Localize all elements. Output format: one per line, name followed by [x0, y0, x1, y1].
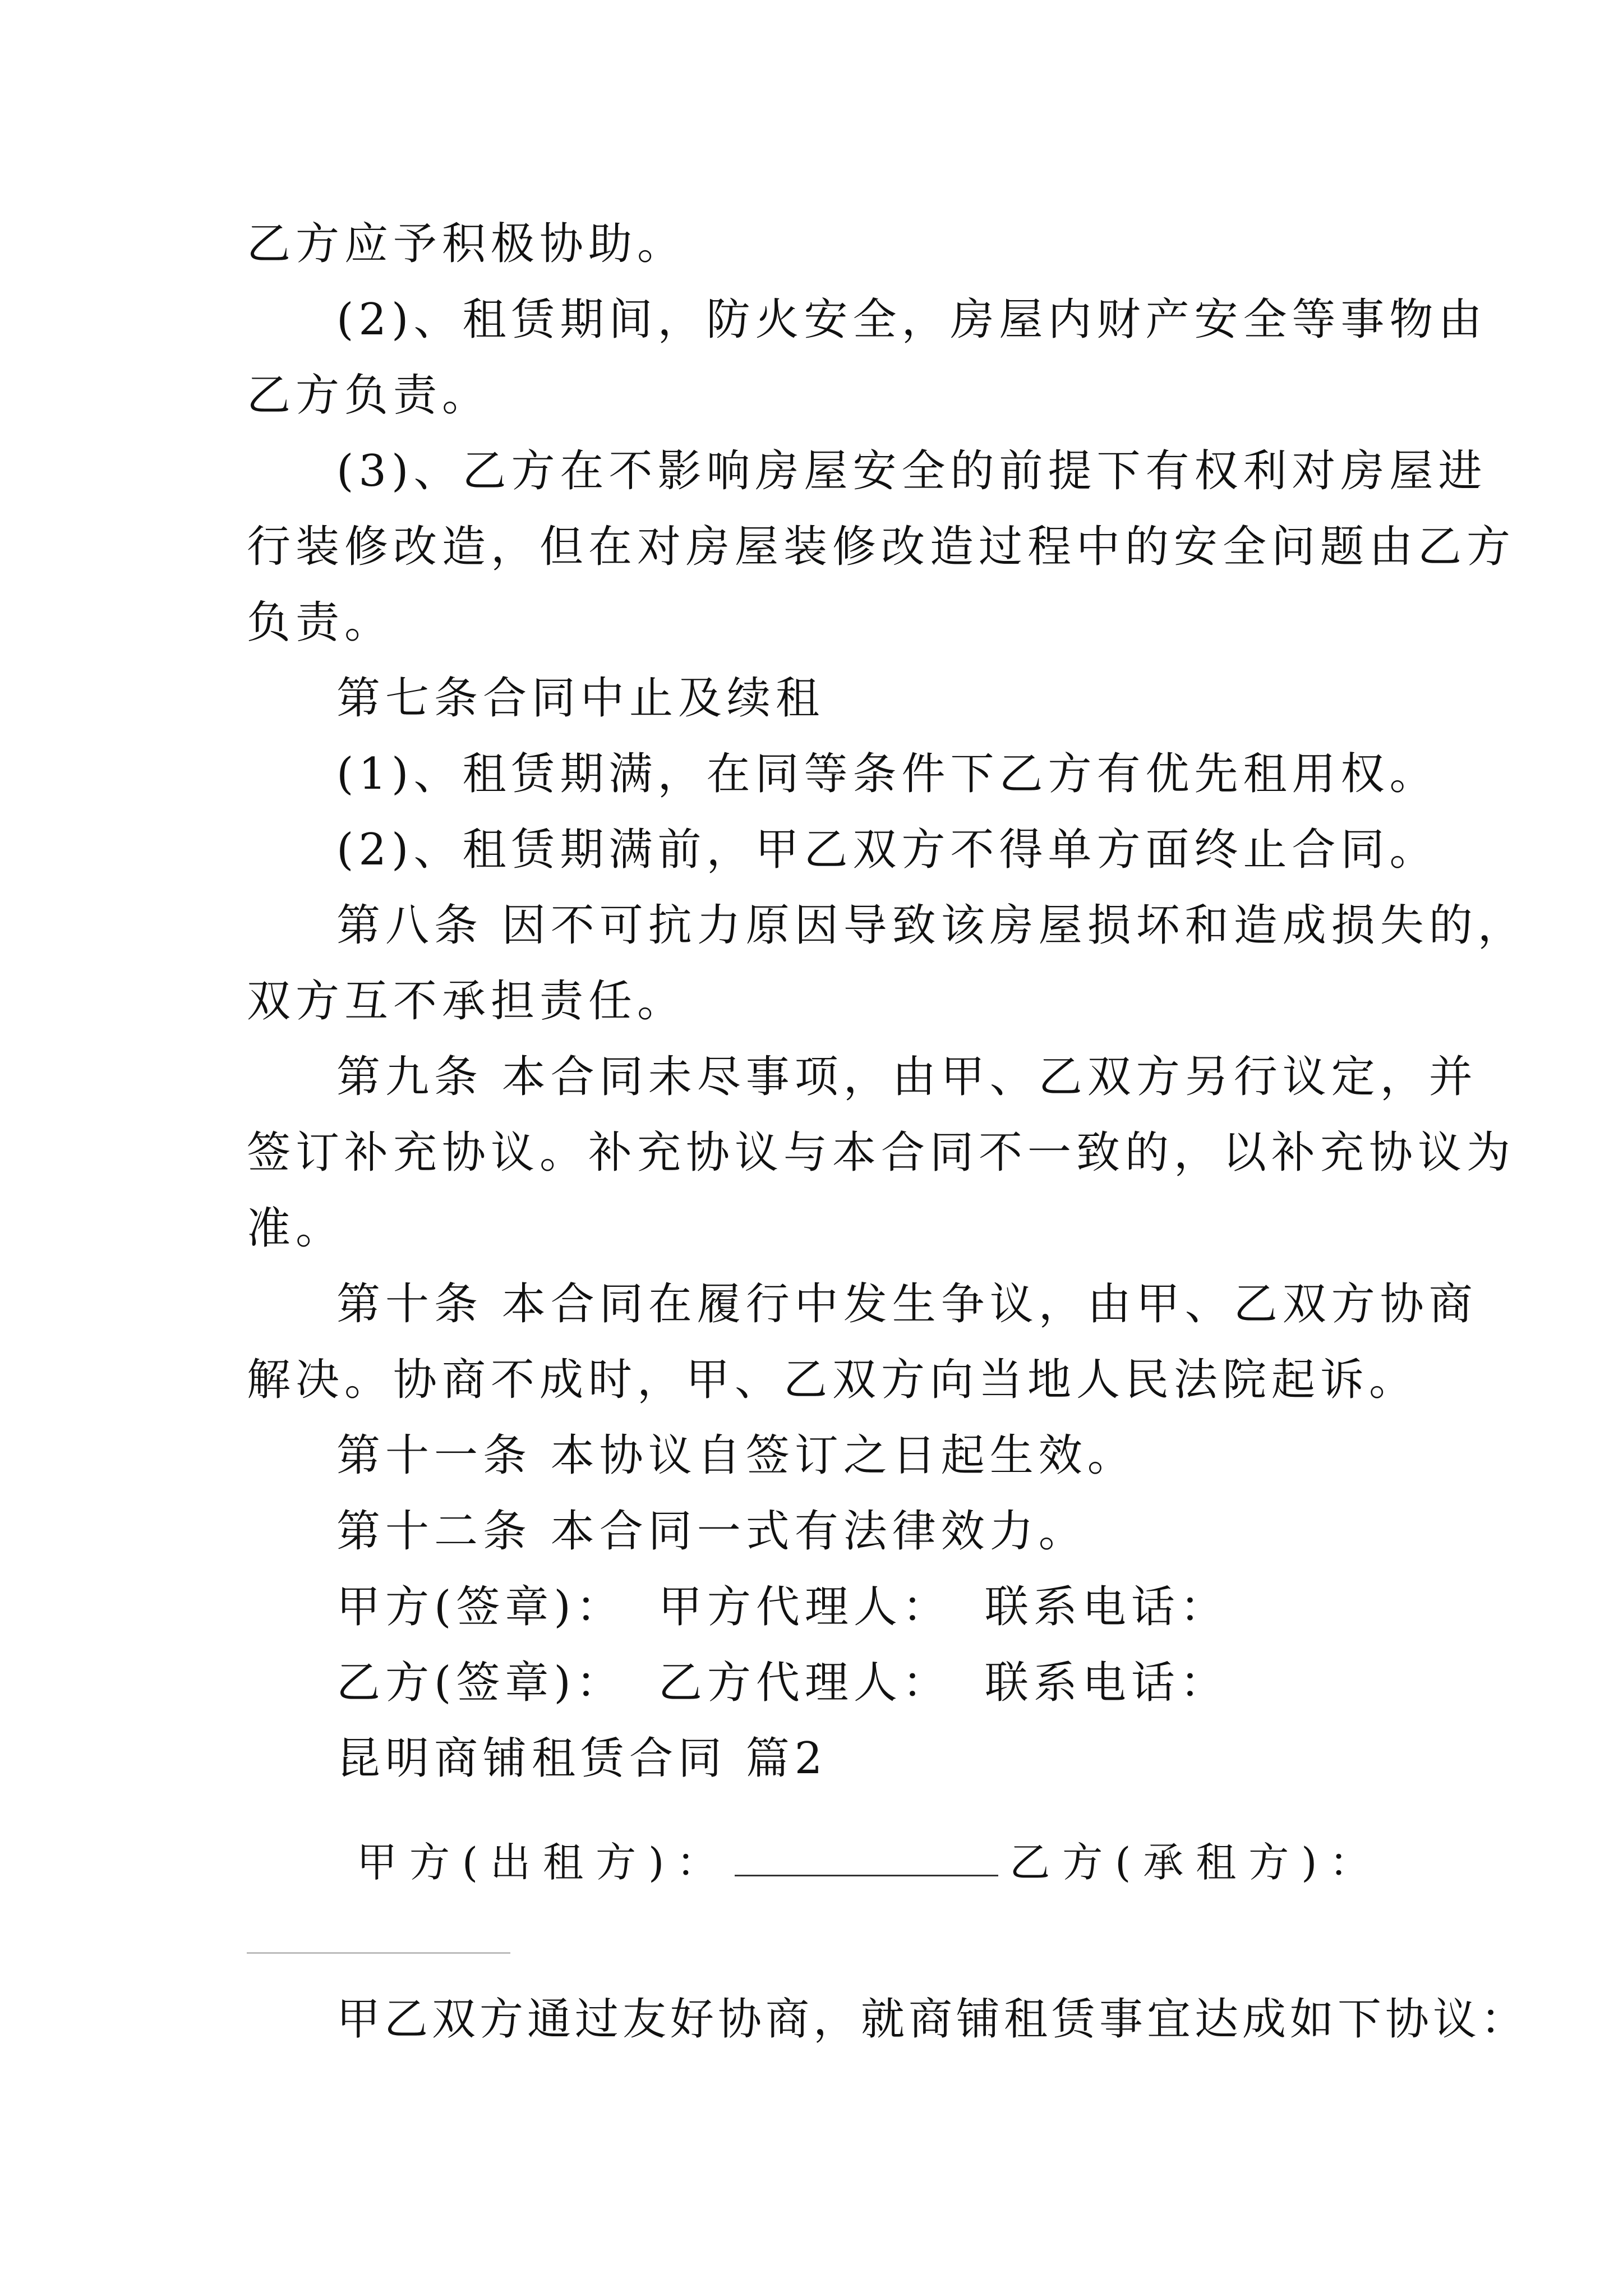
- party-b-phone-label: 联系电话：: [984, 1658, 1229, 1708]
- text-line: 签订补充协议。补充协议与本合同不一致的，以补充协议为: [247, 1128, 1516, 1178]
- text-line: 解决。协商不成时，甲、乙双方向当地人民法院起诉。: [247, 1355, 1418, 1405]
- lessor-label: 甲方(出租方)：: [357, 1839, 730, 1886]
- party-a-agent-label: 甲方代理人：: [658, 1582, 951, 1632]
- lessee-label: 乙方(承租方)：: [1009, 1839, 1382, 1886]
- party-a-seal-label: 甲方(签章)：: [336, 1582, 625, 1632]
- party-a-phone-label: 联系电话：: [984, 1582, 1229, 1632]
- intro-line: 甲乙双方通过友好协商，就商铺租赁事宜达成如下协议：: [336, 1994, 1529, 2045]
- text-line: (2)、租赁期间，防火安全，房屋内财产安全等事物由: [336, 295, 1487, 345]
- text-line: 乙方应予积极协助。: [247, 219, 686, 269]
- text-line: 负责。: [247, 597, 394, 648]
- text-line: (2)、租赁期满前，甲乙双方不得单方面终止合同。: [336, 825, 1438, 875]
- section-heading: 第七条合同中止及续租: [336, 673, 825, 724]
- text-line: 乙方负责。: [247, 370, 491, 421]
- text-line: 第九条 本合同未尽事项，由甲、乙双方另行议定，并: [336, 1052, 1478, 1102]
- text-line: 行装修改造，但在对房屋装修改造过程中的安全问题由乙方: [247, 522, 1516, 572]
- text-line: 第十一条 本协议自签订之日起生效。: [336, 1430, 1136, 1481]
- lessee-blank[interactable]: [247, 1952, 510, 1954]
- text-line: 准。: [247, 1203, 345, 1254]
- text-line: 双方互不承担责任。: [247, 976, 686, 1027]
- party-b-seal-label: 乙方(签章)：: [336, 1658, 625, 1708]
- signature-line-party-a: [336, 1576, 1503, 1638]
- party-b-agent-label: 乙方代理人：: [658, 1658, 951, 1708]
- text-line: (1)、租赁期满，在同等条件下乙方有优先租用权。: [336, 749, 1438, 799]
- text-line: 第十条 本合同在履行中发生争议，由甲、乙双方协商: [336, 1279, 1478, 1329]
- text-line: 第八条 因不可抗力原因导致该房屋损坏和造成损失的，: [336, 900, 1527, 951]
- signature-line-party-b: [336, 1652, 1503, 1714]
- section-title: 昆明商铺租赁合同 篇2: [336, 1733, 828, 1784]
- text-line: (3)、乙方在不影响房屋安全的前提下有权利对房屋进: [336, 446, 1487, 496]
- text-line: 第十二条 本合同一式有法律效力。: [336, 1506, 1087, 1557]
- parties-line: [357, 1832, 1382, 1893]
- lessor-blank[interactable]: [735, 1835, 998, 1876]
